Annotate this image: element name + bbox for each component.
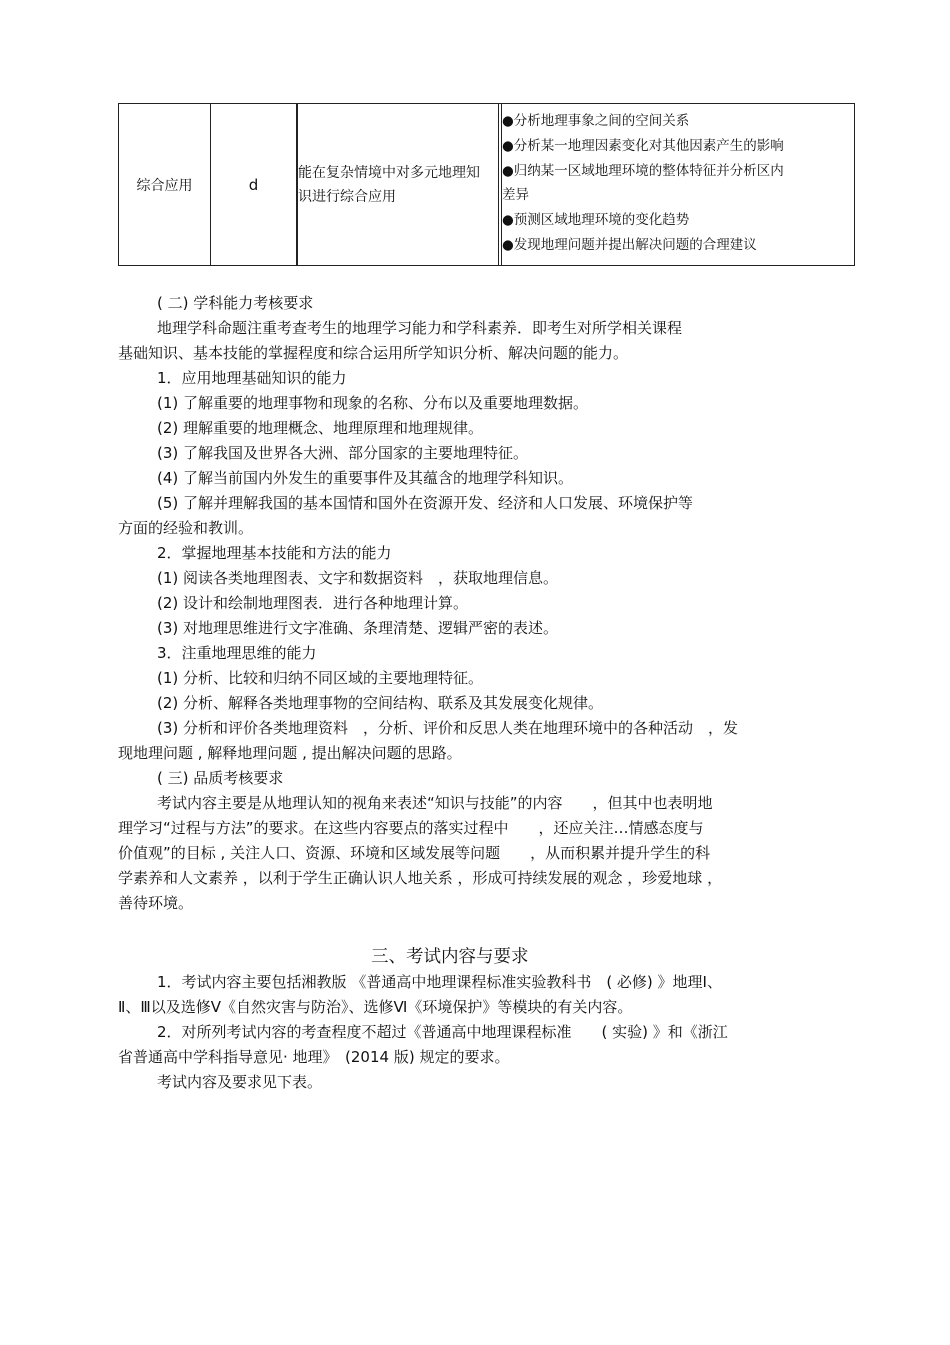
subsection-heading: 1．应用地理基础知识的能力 (157, 369, 347, 387)
paragraph-line: 考试内容及要求见下表。 (157, 1073, 323, 1091)
list-item: (3) 对地理思维进行文字准确、条理清楚、逻辑严密的表述。 (157, 619, 559, 637)
paragraph-line: 省普通高中学科指导意见· 地理》 (2014 版) 规定的要求。 (118, 1048, 510, 1066)
list-item: (3) 了解我国及世界各大洲、部分国家的主要地理特征。 (157, 444, 529, 462)
paragraph-line: 地理学科命题注重考查考生的地理学习能力和学科素养．即考生对所学相关课程 (157, 319, 683, 337)
table-cell-level (211, 104, 297, 265)
paragraph-line: 考试内容主要是从地理认知的视角来表述“知识与技能”的内容 ，但其中也表明地 (157, 794, 713, 812)
list-item-continuation: 现地理问题 , 解释地理问题 , 提出解决问题的思路。 (118, 744, 462, 762)
table-cell-items (501, 104, 854, 265)
subsection-heading: 3．注重地理思维的能力 (157, 644, 317, 662)
section-heading: ( 三) 品质考核要求 (157, 769, 284, 787)
list-item: (3) 分析和评价各类地理资料 ，分析、评价和反思人类在地理环境中的各种活动 ，发 (157, 719, 739, 737)
table-item: ●分析某一地理因素变化对其他因素产生的影响 (502, 137, 784, 154)
category-text: 综合应用 (136, 177, 193, 194)
chapter-title: 三、考试内容与要求 (371, 947, 529, 967)
paragraph-line: Ⅱ、Ⅲ以及选修Ⅴ《自然灾害与防治》、选修Ⅵ《环境保护》等模块的有关内容。 (118, 998, 633, 1016)
list-item: (2) 分析、解释各类地理事物的空间结构、联系及其发展变化规律。 (157, 694, 604, 712)
list-item-continuation: 方面的经验和教训。 (118, 519, 254, 537)
paragraph-line: 学素养和人文素养 ，以利于学生正确认识人地关系 ，形成可持续发展的观念 ，珍爱地球 ， (118, 869, 723, 887)
level-text: d (248, 175, 259, 194)
list-item: (2) 设计和绘制地理图表．进行各种地理计算。 (157, 594, 469, 612)
table-cell-description (297, 104, 499, 265)
list-item: (5) 了解并理解我国的基本国情和国外在资源开发、经济和人口发展、环境保护等 (157, 494, 694, 512)
table-item: ●预测区域地理环境的变化趋势 (502, 212, 690, 229)
list-item: (2) 理解重要的地理概念、地理原理和地理规律。 (157, 419, 484, 437)
section-heading: ( 二) 学科能力考核要求 (157, 294, 314, 312)
list-item: (4) 了解当前国内外发生的重要事件及其蕴含的地理学科知识。 (157, 469, 574, 487)
table-item-continuation: 差异 (502, 187, 529, 204)
paragraph-line: 理学习“过程与方法”的要求。在这些内容要点的落实过程中 ，还应关注…情感态度与 (118, 819, 704, 837)
paragraph-line: 善待环境。 (118, 894, 194, 912)
description-text: 能在复杂情境中对多元地理知识进行综合应用 (298, 164, 480, 205)
list-item: (1) 阅读各类地理图表、文字和数据资料 ，获取地理信息。 (157, 569, 559, 587)
table-item: ●发现地理问题并提出解决问题的合理建议 (502, 236, 757, 253)
subsection-heading: 2．掌握地理基本技能和方法的能力 (157, 544, 392, 562)
paragraph-line: 1．考试内容主要包括湘教版 《普通高中地理课程标准实验教科书 ( 必修) 》地理Ⅰ、 (157, 973, 722, 991)
list-item: (1) 了解重要的地理事物和现象的名称、分布以及重要地理数据。 (157, 394, 589, 412)
requirements-table (118, 103, 855, 266)
table-item: ●分析地理事象之间的空间关系 (502, 113, 690, 129)
paragraph-line: 基础知识、基本技能的掌握程度和综合运用所学知识分析、解决问题的能力。 (118, 344, 629, 362)
list-item: (1) 分析、比较和归纳不同区域的主要地理特征。 (157, 669, 484, 687)
paragraph-line: 价值观”的目标 , 关注人口、资源、环境和区域发展等问题 ，从而积累并提升学生的科 (118, 844, 711, 862)
table-cell-category (119, 104, 211, 265)
table-item: ●归纳某一区域地理环境的整体特征并分析区内 (502, 162, 784, 179)
paragraph-line: 2．对所列考试内容的考查程度不超过《普通高中地理课程标准 ( 实验) 》和《浙江 (157, 1023, 728, 1041)
